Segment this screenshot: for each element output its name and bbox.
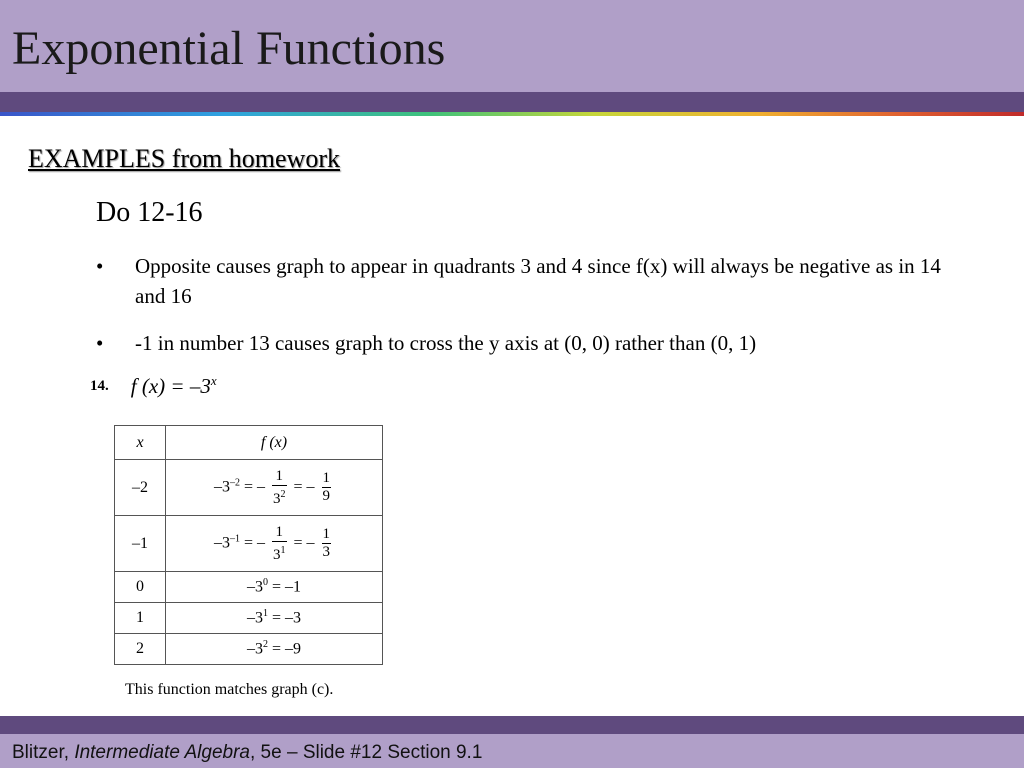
bullet-item [96,251,956,311]
title-bar [0,0,1024,92]
x-value: –1 [115,516,166,572]
x-value: 0 [115,572,166,603]
table-row [115,634,383,665]
fraction: $\frac{1}{3^1}$ [273,523,286,563]
examples-heading: EXAMPLES from homework [28,144,340,173]
slide-title: Exponential Functions [12,22,446,75]
fraction: $\frac{1}{3^2}$ [273,467,286,507]
footer-bar [0,734,1024,768]
problem-expression [131,374,217,398]
x-value: –2 [115,460,166,516]
fx-value: $-3^2 = -9$ [166,634,383,665]
fx-value: $-3^{-1}$ = – $\frac{1}{3^1}$ = – $\frac{1}{3}$ [166,516,383,572]
bullet-text: Opposite causes graph to appear in quadrants 3 and 4 since f(x) will always be negative as in 14 and 16 [135,254,941,308]
function-exponent: x [210,373,217,388]
problem-statement [90,373,217,399]
fx-value: $-3^{-2}$ = – $\frac{1}{3^2}$ = – $\frac{1}{9}$ [166,460,383,516]
function-lhs: f (x) [130,374,166,398]
header-fx: f (x) [166,426,383,460]
fx-value: $-3^1 = -3$ [166,603,383,634]
header-band [0,92,1024,112]
bullet-dot: • [96,254,104,278]
footer-band [0,716,1024,734]
problem-number: 14. [90,377,109,394]
footer-citation: Blitzer, Intermediate Algebra, 5e – Slide #12 Section 9.1 [12,742,483,763]
bullet-item [96,328,956,358]
fraction: $\frac{1}{3}$ [322,526,331,560]
rainbow-divider [0,112,1024,116]
table-row [115,460,383,516]
bullet-dot: • [96,331,104,355]
book-title: Intermediate Algebra [74,742,250,763]
table-caption: This function matches graph (c). [125,681,334,698]
fraction: $\frac{1}{9}$ [322,470,331,504]
x-value: 2 [115,634,166,665]
table-row [115,572,383,603]
function-table [114,425,383,665]
fx-value: $-3^0 = -1$ [166,572,383,603]
instruction-text: Do 12-16 [96,197,203,228]
bullet-text: -1 in number 13 causes graph to cross the y axis at (0, 0) rather than (0, 1) [135,331,757,355]
table-row [115,516,383,572]
function-rhs: = –3 [165,374,211,398]
table-header-row [115,426,383,460]
table-row [115,603,383,634]
header-x: x [115,426,166,460]
x-value: 1 [115,603,166,634]
